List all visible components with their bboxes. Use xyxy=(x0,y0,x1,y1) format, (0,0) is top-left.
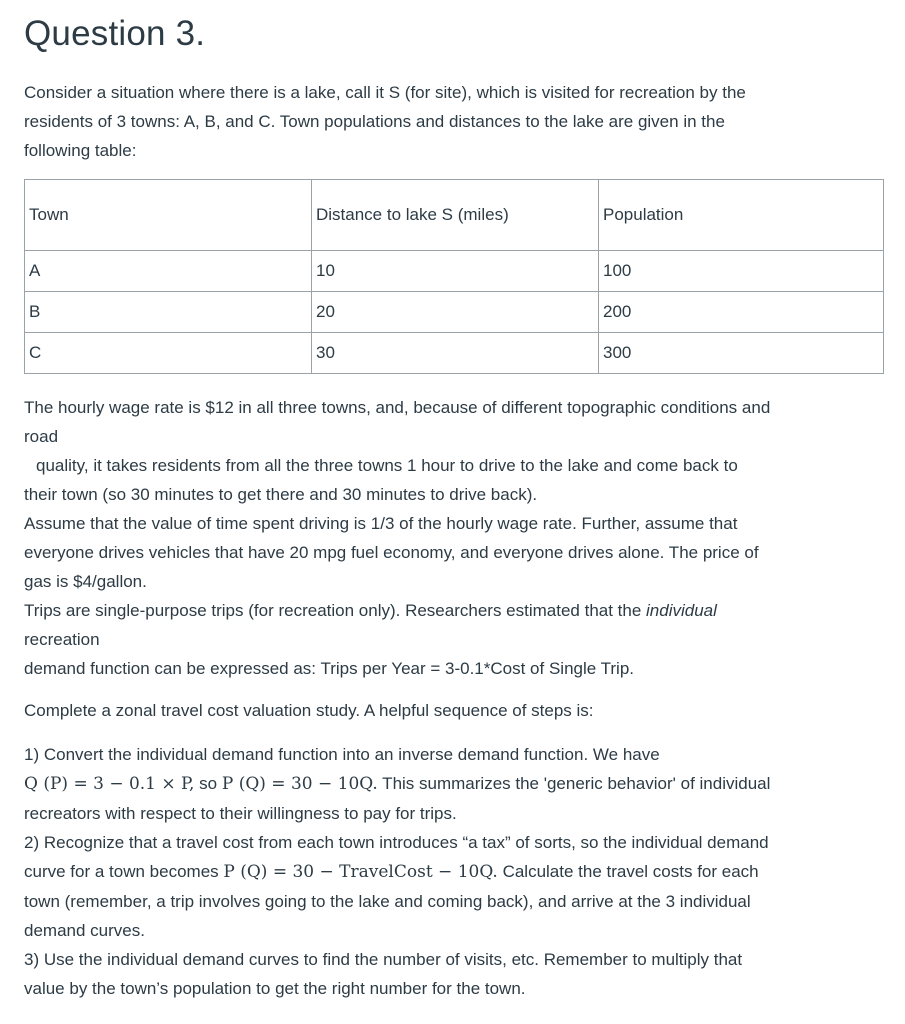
header-town: Town xyxy=(25,180,312,251)
step-line xyxy=(24,769,884,799)
cell-town: C xyxy=(25,333,312,374)
body-paragraph xyxy=(24,393,884,683)
table-row xyxy=(25,292,884,333)
cell-population: 200 xyxy=(599,292,884,333)
step-text: curve for a town becomes xyxy=(24,862,224,881)
step-text: This summarizes the 'generic behavior' of individual xyxy=(377,774,771,793)
equation-q-of-p: Q (P) = 3 − 0.1 × P, xyxy=(24,774,195,794)
steps-paragraph xyxy=(24,740,884,1003)
equation-travel-cost: P (Q) = 30 − TravelCost − 10Q. xyxy=(223,862,498,882)
body-line: their town (so 30 minutes to get there and 30 minutes to drive back). xyxy=(24,485,538,504)
step-line: recreators with respect to their willingness to pay for trips. xyxy=(24,804,457,823)
body-line: road xyxy=(24,427,59,446)
cell-population: 300 xyxy=(599,333,884,374)
step-line: 1) Convert the individual demand function into an inverse demand function. We have xyxy=(24,745,660,764)
step-line: 2) Recognize that a travel cost from each town introduces “a tax” of sorts, so the individual demand xyxy=(24,833,769,852)
question-title: Question 3. xyxy=(24,14,206,53)
body-line: everyone drives vehicles that have 20 mpg fuel economy, and everyone drives alone. The price of xyxy=(24,543,759,562)
header-distance: Distance to lake S (miles) xyxy=(312,180,599,251)
header-population: Population xyxy=(599,180,884,251)
step-line: demand curves. xyxy=(24,921,145,940)
intro-line: residents of 3 towns: A, B, and C. Town populations and distances to the lake are given in the xyxy=(24,112,725,131)
table-row xyxy=(25,333,884,374)
cell-distance: 10 xyxy=(312,251,599,292)
body-text: Trips are single-purpose trips (for recreation only). Researchers estimated that the xyxy=(24,601,647,620)
body-line xyxy=(24,596,884,625)
cell-town: A xyxy=(25,251,312,292)
cell-town: B xyxy=(25,292,312,333)
step-line xyxy=(24,857,884,887)
cell-distance: 20 xyxy=(312,292,599,333)
cell-population: 100 xyxy=(599,251,884,292)
step-text: so xyxy=(194,774,222,793)
equation-p-of-q: P (Q) = 30 − 10Q. xyxy=(221,774,378,794)
step-line: town (remember, a trip involves going to the lake and coming back), and arrive at the 3 individual xyxy=(24,892,751,911)
step-line: 3) Use the individual demand curves to find the number of visits, etc. Remember to multiply that xyxy=(24,950,743,969)
cell-distance: 30 xyxy=(312,333,599,374)
emphasis-individual: individual xyxy=(646,601,717,620)
table-row xyxy=(25,251,884,292)
body-line: recreation xyxy=(24,630,100,649)
step-line: value by the town’s population to get the right number for the town. xyxy=(24,979,526,998)
intro-line: Consider a situation where there is a lake, call it S (for site), which is visited for recreation by the xyxy=(24,83,746,102)
towns-table xyxy=(24,179,884,374)
body-line: The hourly wage rate is $12 in all three towns, and, because of different topographic conditions and xyxy=(24,398,771,417)
complete-instruction xyxy=(24,696,884,725)
body-line: demand function can be expressed as: Trips per Year = 3-0.1*Cost of Single Trip. xyxy=(24,659,634,678)
table-header-row xyxy=(25,180,884,251)
step-text: Calculate the travel costs for each xyxy=(497,862,759,881)
body-line: gas is $4/gallon. xyxy=(24,572,147,591)
intro-line: following table: xyxy=(24,141,137,160)
body-line: quality, it takes residents from all the three towns 1 hour to drive to the lake and come back to xyxy=(36,456,738,475)
instruction-line: Complete a zonal travel cost valuation study. A helpful sequence of steps is: xyxy=(24,701,594,720)
body-line: Assume that the value of time spent driving is 1/3 of the hourly wage rate. Further, assume that xyxy=(24,514,738,533)
intro-paragraph xyxy=(24,78,884,165)
